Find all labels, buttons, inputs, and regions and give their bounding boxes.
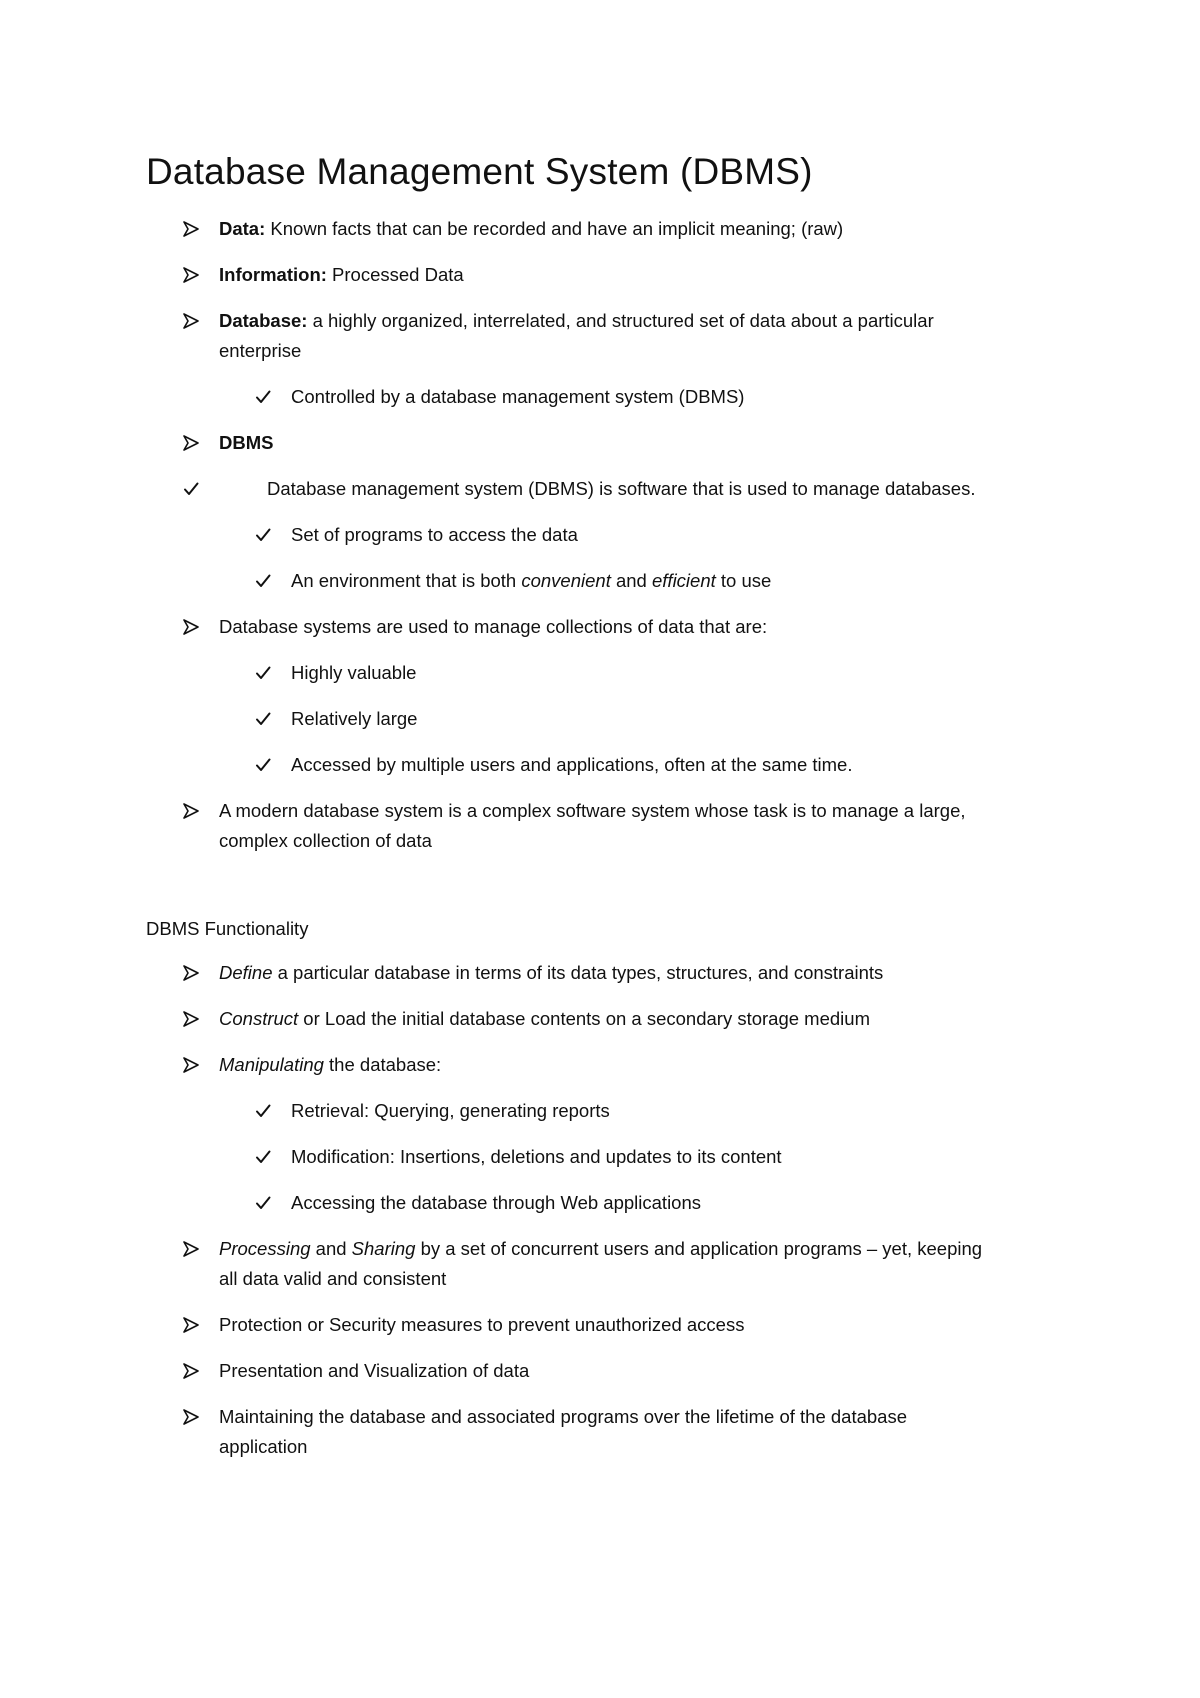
checkmark-icon xyxy=(255,704,279,734)
arrow-bullet-icon xyxy=(183,796,207,826)
arrow-bullet-icon xyxy=(183,1356,207,1386)
definition-data: Known facts that can be recorded and have an implicit meaning; (raw) xyxy=(265,218,844,239)
checkmark-icon xyxy=(255,382,279,412)
checkmark-icon xyxy=(183,474,207,504)
section-heading-functionality: DBMS Functionality xyxy=(146,918,309,939)
definition-database-line2: enterprise xyxy=(219,340,302,361)
term-data: Data xyxy=(219,218,260,239)
document-page: Database Management System (DBMS) Data: Known facts that can be recorded and have an implicit meaning; (raw) Information: Processed Data Database: a highly organized, interrelated, and structured set of data about a particular enterprise Controlled by a database management system (DBMS) DBMS Database management system (DBMS) is software that is used to manage databases. Set of programs to access the data An environment that is both convenient and efficient to use Database systems are used to manage collections of data that are: Highly valuable Relatively large Accessed by multiple users and applications, often at the same time. A modern database system is a complex software system whose task is to manage a large, complex collection of data DBMS Functionality Define a particular database in terms of its data types, structures, and constraints Construct or Load the initial database contents on a secondary storage medium Manipulating the database: Retrieval: Querying, generating reports Modification: Insertions, deletions and updates to its content Accessing the database through Web applications Processing and Sharing by a set of concurrent users and application programs – yet, keeping all data valid and consistent Protection or Security measures to prevent unauthorized access Presentation and Visualization of data Maintaining the database and associated programs over the lifetime of the database application xyxy=(0,0,1200,1698)
definition-information: Processed Data xyxy=(326,264,464,285)
arrow-bullet-icon xyxy=(183,428,207,458)
page-title: Database Management System (DBMS) xyxy=(146,151,813,192)
term-dbms: DBMS xyxy=(219,432,274,453)
arrow-bullet-icon xyxy=(183,1050,207,1080)
arrow-bullet-icon xyxy=(183,260,207,290)
arrow-bullet-icon xyxy=(183,958,207,988)
term-information: Information xyxy=(219,264,321,285)
checkmark-icon xyxy=(255,1142,279,1172)
checkmark-icon xyxy=(255,520,279,550)
arrow-bullet-icon xyxy=(183,1402,207,1432)
checkmark-icon xyxy=(255,658,279,688)
checkmark-icon xyxy=(255,566,279,596)
definition-database-line1: a highly organized, interrelated, and structured set of data about a particular xyxy=(307,310,934,331)
arrow-bullet-icon xyxy=(183,1234,207,1264)
checkmark-icon xyxy=(255,1188,279,1218)
arrow-bullet-icon xyxy=(183,1310,207,1340)
checkmark-icon xyxy=(255,750,279,780)
checkmark-icon xyxy=(255,1096,279,1126)
term-database: Database xyxy=(219,310,302,331)
arrow-bullet-icon xyxy=(183,214,207,244)
arrow-bullet-icon xyxy=(183,612,207,642)
arrow-bullet-icon xyxy=(183,306,207,336)
arrow-bullet-icon xyxy=(183,1004,207,1034)
